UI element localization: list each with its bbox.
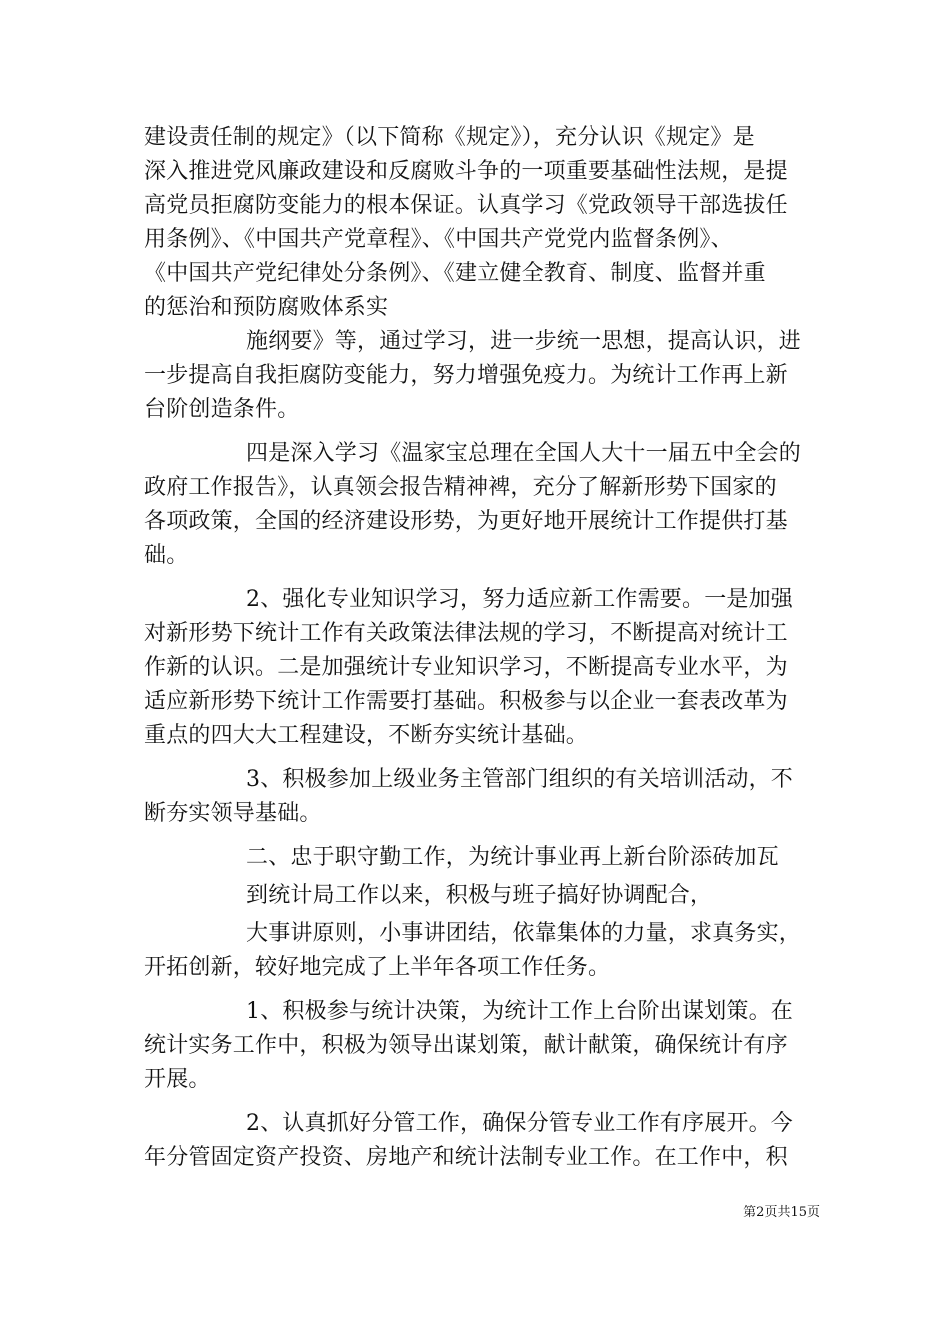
section-heading: 二、忠于职守勤工作，为统计事业再上新台阶添砖加瓦 — [246, 845, 779, 870]
text-line: 各项政策，全国的经济建设形势，为更好地开展统计工作提供打基 — [144, 509, 788, 534]
text-line: 施纲要》等，通过学习，进一步统一思想，提高认识，进 — [246, 329, 802, 354]
text-line: 重点的四大大工程建设，不断夯实统计基础。 — [144, 723, 589, 748]
text-line: 断夯实领导基础。 — [144, 801, 322, 826]
text-line: 到统计局工作以来，积极与班子搞好协调配合， — [246, 883, 713, 908]
text-line: 用条例》、《中国共产党章程》、《中国共产党党内监督条例》、 — [144, 227, 733, 252]
page-number: 第2页共15页 — [743, 1205, 820, 1220]
text-line: 深入推进党风廉政建设和反腐败斗争的一项重要基础性法规，是提 — [144, 159, 788, 184]
text-line: 2、强化专业知识学习，努力适应新工作需要。一是加强 — [246, 587, 793, 612]
text-line: 开拓创新，较好地完成了上半年各项工作任务。 — [144, 955, 611, 980]
text-line: 适应新形势下统计工作需要打基础。积极参与以企业一套表改革为 — [144, 689, 788, 714]
text-line: 年分管固定资产投资、房地产和统计法制专业工作。在工作中，积 — [144, 1145, 788, 1170]
text-line: 大事讲原则，小事讲团结，依靠集体的力量，求真务实， — [246, 921, 802, 946]
text-line: 3、积极参加上级业务主管部门组织的有关培训活动，不 — [246, 767, 793, 792]
text-line: 2、认真抓好分管工作，确保分管专业工作有序展开。今 — [246, 1111, 793, 1136]
text-line: 开展。 — [144, 1067, 211, 1092]
text-line: 统计实务工作中，积极为领导出谋划策，献计献策，确保统计有序 — [144, 1033, 788, 1058]
text-line: 建设责任制的规定》（以下简称《规定》），充分认识《规定》是 — [144, 125, 755, 150]
text-line: 1、积极参与统计决策，为统计工作上台阶出谋划策。在 — [246, 999, 793, 1024]
text-line: 对新形势下统计工作有关政策法律法规的学习，不断提高对统计工 — [144, 621, 788, 646]
text-line: 台阶创造条件。 — [144, 397, 300, 422]
text-line: 政府工作报告》，认真领会报告精神裨，充分了解新形势下国家的 — [144, 475, 777, 500]
text-line: 《中国共产党纪律处分条例》、《建立健全教育、制度、监督并重 — [144, 261, 766, 286]
text-line: 础。 — [144, 543, 189, 568]
text-line: 四是深入学习《温家宝总理在全国人大十一届五中全会的 — [246, 441, 802, 466]
text-line: 的惩治和预防腐败体系实 — [144, 295, 389, 320]
text-line: 一步提高自我拒腐防变能力，努力增强免疫力。为统计工作再上新 — [144, 363, 788, 388]
text-line: 高党员拒腐防变能力的根本保证。认真学习《党政领导干部选拔任 — [144, 193, 788, 218]
text-line: 作新的认识。二是加强统计专业知识学习，不断提高专业水平，为 — [144, 655, 788, 680]
